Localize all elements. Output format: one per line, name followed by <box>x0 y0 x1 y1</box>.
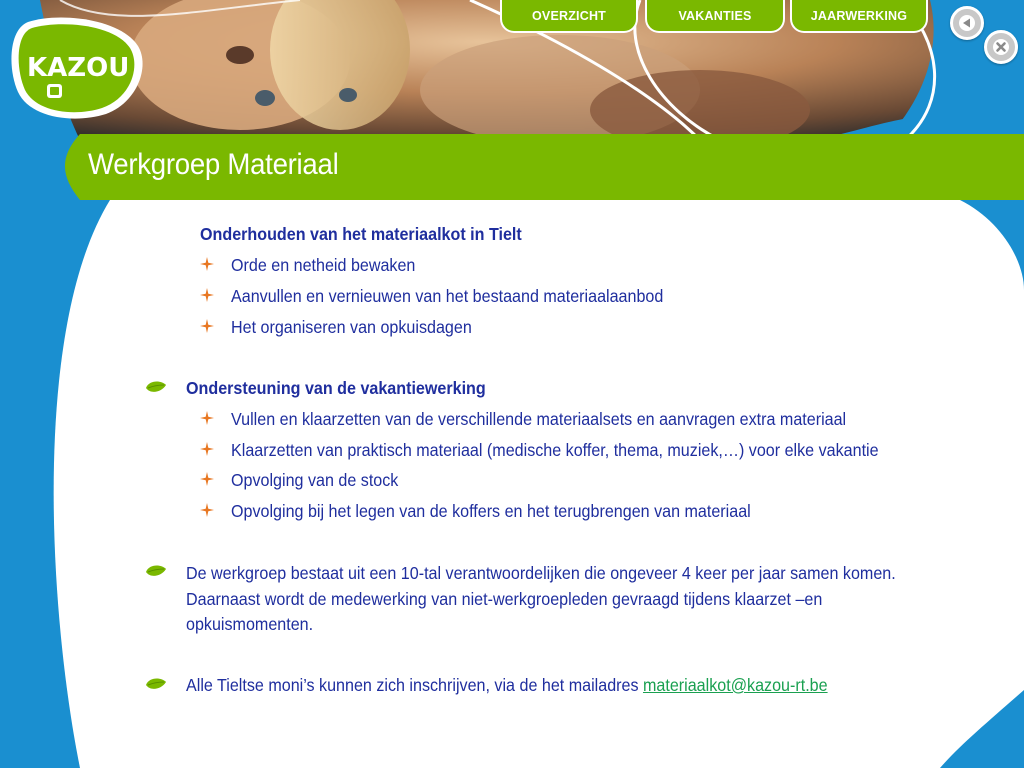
list-item: Opvolging bij het legen van de koffers en het terugbrengen van materiaal <box>231 501 751 521</box>
paragraph-line: opkuismomenten. <box>186 614 314 634</box>
star-bullet-icon <box>200 319 214 333</box>
page-title: Werkgroep Materiaal <box>88 148 339 181</box>
star-bullet-icon <box>200 503 214 517</box>
signup-sentence: Alle Tieltse moni’s kunnen zich inschrijven, via de het mailadres <box>186 675 643 695</box>
nav-vakanties-button[interactable]: VAKANTIES <box>645 0 785 33</box>
list-item: Vullen en klaarzetten van de verschillende materiaalsets en aanvragen extra materiaal <box>231 409 847 429</box>
star-bullet-icon <box>200 442 214 456</box>
leaf-bullet-icon <box>145 564 167 578</box>
star-bullet-icon <box>200 472 214 486</box>
star-bullet-icon <box>200 257 214 271</box>
leaf-bullet-icon <box>145 380 167 394</box>
list-item: Klaarzetten van praktisch materiaal (medische koffer, thema, muziek,…) voor elke vakantie <box>231 440 879 460</box>
nav-jaarwerking-button[interactable]: JAARWERKING <box>790 0 928 33</box>
list-item: Het organiseren van opkuisdagen <box>231 317 472 337</box>
section-heading: Onderhouden van het materiaalkot in Tielt <box>200 224 522 244</box>
list-item: Aanvullen en vernieuwen van het bestaand materiaalaanbod <box>231 286 664 306</box>
nav-overzicht-button[interactable]: OVERZICHT <box>500 0 638 33</box>
leaf-bullet-icon <box>145 677 167 691</box>
section-heading: Ondersteuning van de vakantiewerking <box>186 378 486 398</box>
logo-text: KAZOU <box>27 53 130 83</box>
signup-text <box>186 675 828 696</box>
email-link[interactable]: materiaalkot@kazou-rt.be <box>642 675 828 695</box>
star-bullet-icon <box>200 411 214 425</box>
list-item: Opvolging van de stock <box>231 470 399 490</box>
list-item: Orde en netheid bewaken <box>231 255 416 275</box>
paragraph-line: Daarnaast wordt de medewerking van niet-werkgroepleden gevraagd tijdens klaarzet –en <box>186 589 823 609</box>
star-bullet-icon <box>200 288 214 302</box>
paragraph-line: De werkgroep bestaat uit een 10-tal verantwoordelijken die ongeveer 4 keer per jaar samen komen. <box>186 563 896 583</box>
